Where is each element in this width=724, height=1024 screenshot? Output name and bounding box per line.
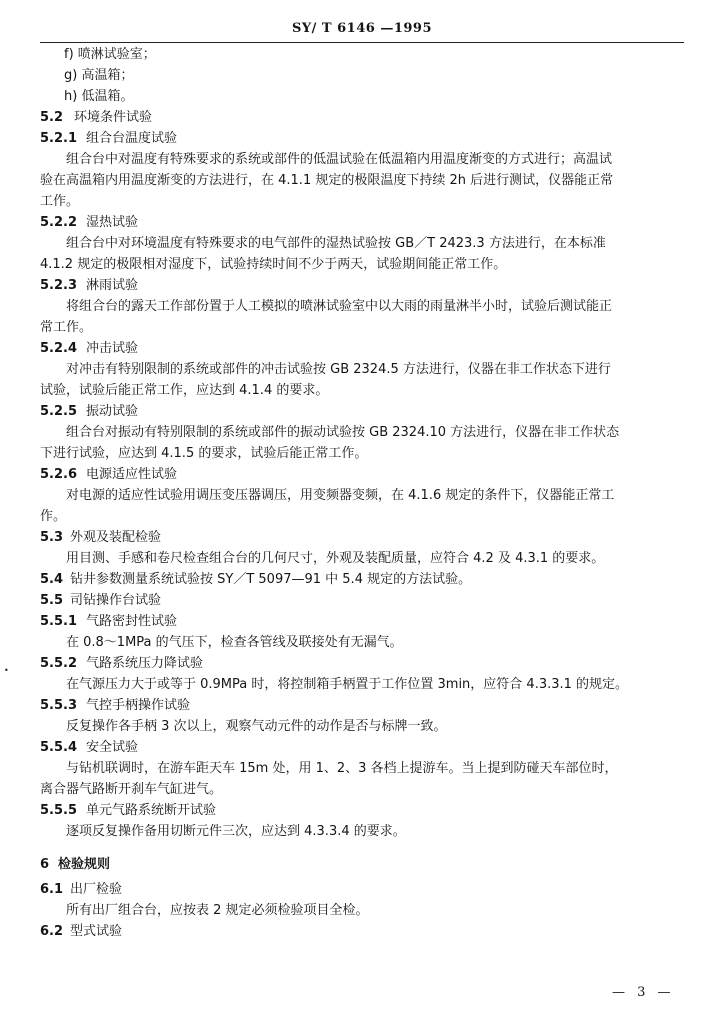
paragraph-line: 与钻机联调时，在游车距天车 15m 处，用 1、2、3 各档上提游车。当上提到防碰天车部位时， — [66, 761, 618, 776]
margin-dot: • — [4, 666, 9, 675]
section-heading: 5.2.2 湿热试验 — [40, 215, 139, 230]
section-heading: 5.5.2 气路系统压力降试验 — [40, 656, 204, 671]
paragraph-line: 将组合台的露天工作部份置于人工模拟的喷淋试验室中以大雨的雨量淋半小时，试验后测试能正 — [66, 299, 613, 314]
section-heading: 5.2.5 振动试验 — [40, 404, 139, 419]
paragraph-line: 反复操作各手柄 3 次以上，观察气动元件的动作是否与标牌一致。 — [66, 719, 447, 734]
section-heading: 5.3 外观及装配检验 — [40, 530, 162, 545]
section-heading: 5.2.6 电源适应性试验 — [40, 467, 178, 482]
paragraph-line: 用目测、手感和卷尺检查组合台的几何尺寸，外观及装配质量，应符合 4.2 及 4.3.1 的要求。 — [66, 551, 605, 566]
header-rule — [40, 42, 684, 43]
page-number: — 3 — — [612, 985, 675, 1000]
paragraph-line: 组合台对振动有特别限制的系统或部件的振动试验按 GB 2324.10 方法进行，仪器在非工作状态 — [66, 425, 620, 440]
paragraph-line: 所有出厂组合台，应按表 2 规定必须检验项目全检。 — [66, 903, 369, 918]
list-item: h) 低温箱。 — [64, 89, 134, 104]
section-heading: 5.2.4 冲击试验 — [40, 341, 139, 356]
paragraph-line: 对冲击有特别限制的系统或部件的冲击试验按 GB 2324.5 方法进行，仪器在非工作状态下进行 — [66, 362, 611, 377]
paragraph-line: 作。 — [40, 509, 67, 524]
paragraph-line: 下进行试验，应达到 4.1.5 的要求，试验后能正常工作。 — [40, 446, 368, 461]
paragraph-line: 4.1.2 规定的极限相对湿度下，试验持续时间不少于两天，试验期间能正常工作。 — [40, 257, 507, 272]
paragraph-line: 离合器气路断开刹车气缸进气。 — [40, 782, 223, 797]
section-heading: 5.5.5 单元气路系统断开试验 — [40, 803, 217, 818]
section-heading: 5.2.1 组合台温度试验 — [40, 131, 178, 146]
section-heading: 5.5.3 气控手柄操作试验 — [40, 698, 191, 713]
section-heading: 5.5.4 安全试验 — [40, 740, 139, 755]
paragraph-line: 常工作。 — [40, 320, 93, 335]
paragraph-line: 对电源的适应性试验用调压变压器调压，用变频器变频，在 4.1.6 规定的条件下，仪器能正常工 — [66, 488, 615, 503]
section-heading: 5.2 环境条件试验 — [40, 110, 153, 125]
section-heading: 5.5 司钻操作台试验 — [40, 593, 162, 608]
document-body — [40, 44, 686, 942]
section-heading: 5.2.3 淋雨试验 — [40, 278, 139, 293]
paragraph-line: 逐项反复操作备用切断元件三次，应达到 4.3.3.4 的要求。 — [66, 824, 406, 839]
section-heading: 6.2 型式试验 — [40, 924, 123, 939]
paragraph-line: 在 0.8～1MPa 的气压下，检查各管线及联接处有无漏气。 — [66, 635, 403, 650]
standard-header: SY/ T 6146 —1995 — [291, 21, 433, 36]
chapter-heading: 6 检验规则 — [40, 857, 111, 872]
paragraph-line: 验在高温箱内用温度渐变的方法进行，在 4.1.1 规定的极限温度下持续 2h 后进行测试，仪器能正常 — [40, 173, 614, 188]
paragraph-line: 试验，试验后能正常工作，应达到 4.1.4 的要求。 — [40, 383, 329, 398]
paragraph-line: 工作。 — [40, 194, 80, 209]
paragraph-line: 在气源压力大于或等于 0.9MPa 时，将控制箱手柄置于工作位置 3min，应符合 4.3.3.1 的规定。 — [66, 677, 629, 692]
paragraph-line: 组合台中对温度有特殊要求的系统或部件的低温试验在低温箱内用温度渐变的方式进行；高温试 — [66, 152, 613, 167]
paragraph-line: 组合台中对环境温度有特殊要求的电气部件的湿热试验按 GB／T 2423.3 方法进行，在本标准 — [66, 236, 606, 251]
section-heading: 6.1 出厂检验 — [40, 882, 123, 897]
list-item: f) 喷淋试验室； — [64, 47, 156, 62]
section-heading: 5.5.1 气路密封性试验 — [40, 614, 178, 629]
list-item: g) 高温箱； — [64, 68, 134, 83]
section-heading: 5.4 钻井参数测量系统试验按 SY／T 5097—91 中 5.4 规定的方法试验。 — [40, 572, 472, 587]
